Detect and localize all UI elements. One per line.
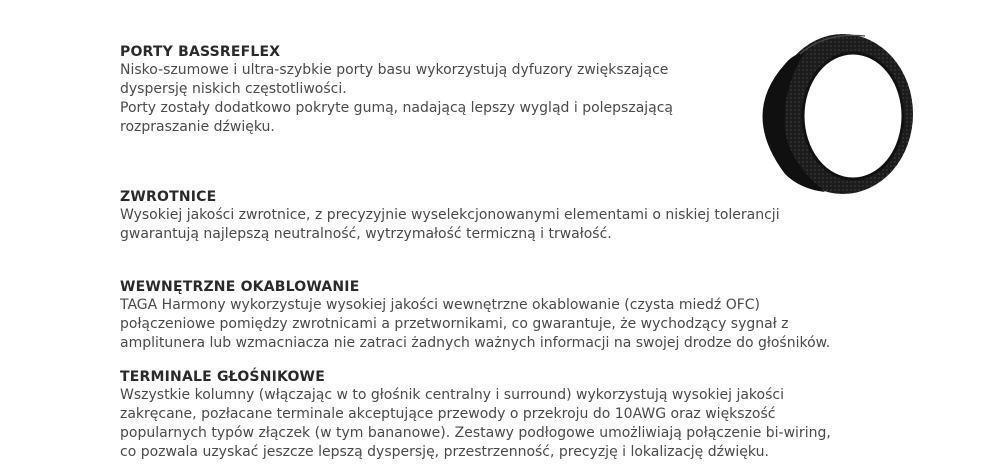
section-wewnetrzne-okablowanie [120, 278, 840, 353]
section-terminale-glosnikowe [120, 368, 840, 462]
section-heading: WEWNĘTRZNE OKABLOWANIE [120, 279, 360, 295]
section-paragraph: Porty zostały dodatkowo pokryte gumą, nadającą lepszy wygląd i polepszającą rozpraszanie dźwięku. [120, 100, 674, 135]
section-paragraph: Wszystkie kolumny (włączając w to głośnik centralny i surround) wykorzystują wysokiej jakości zakręcane, pozłacane terminale akceptujące przewody o przekroju do 10AWG oraz większość popularnych typów złączek (w tym bananowe). Zestawy podłogowe umożliwiają połączenie bi-wiring, co pozwala uzyskać jeszcze lepszą dyspersję, przestrzenność, precyzję i lokalizację dźwięku. [120, 387, 831, 460]
section-heading: PORTY BASSREFLEX [120, 44, 281, 60]
bass-reflex-port-icon [725, 24, 915, 196]
section-heading: ZWROTNICE [120, 189, 217, 205]
section-paragraph: Wysokiej jakości zwrotnice, z precyzyjnie wyselekcjonowanymi elementami o niskiej tolerancji gwarantują najlepszą neutralność, wytrzymałość termiczną i trwałość. [120, 207, 780, 242]
section-heading: TERMINALE GŁOŚNIKOWE [120, 369, 325, 385]
section-paragraph: TAGA Harmony wykorzystuje wysokiej jakości wewnętrzne okablowanie (czysta miedź OFC) połączeniowe pomiędzy zwrotnicami a przetwornikami, co gwarantuje, że wychodzący sygnał z amplitunera lub wzmacniacza nie zatraci żadnych ważnych informacji na swojej drodze do głośników. [120, 297, 831, 351]
section-paragraph: Nisko-szumowe i ultra-szybkie porty basu wykorzystują dyfuzory zwiększające dyspersję niskich częstotliwości. [120, 62, 669, 97]
section-zwrotnice [120, 188, 840, 244]
